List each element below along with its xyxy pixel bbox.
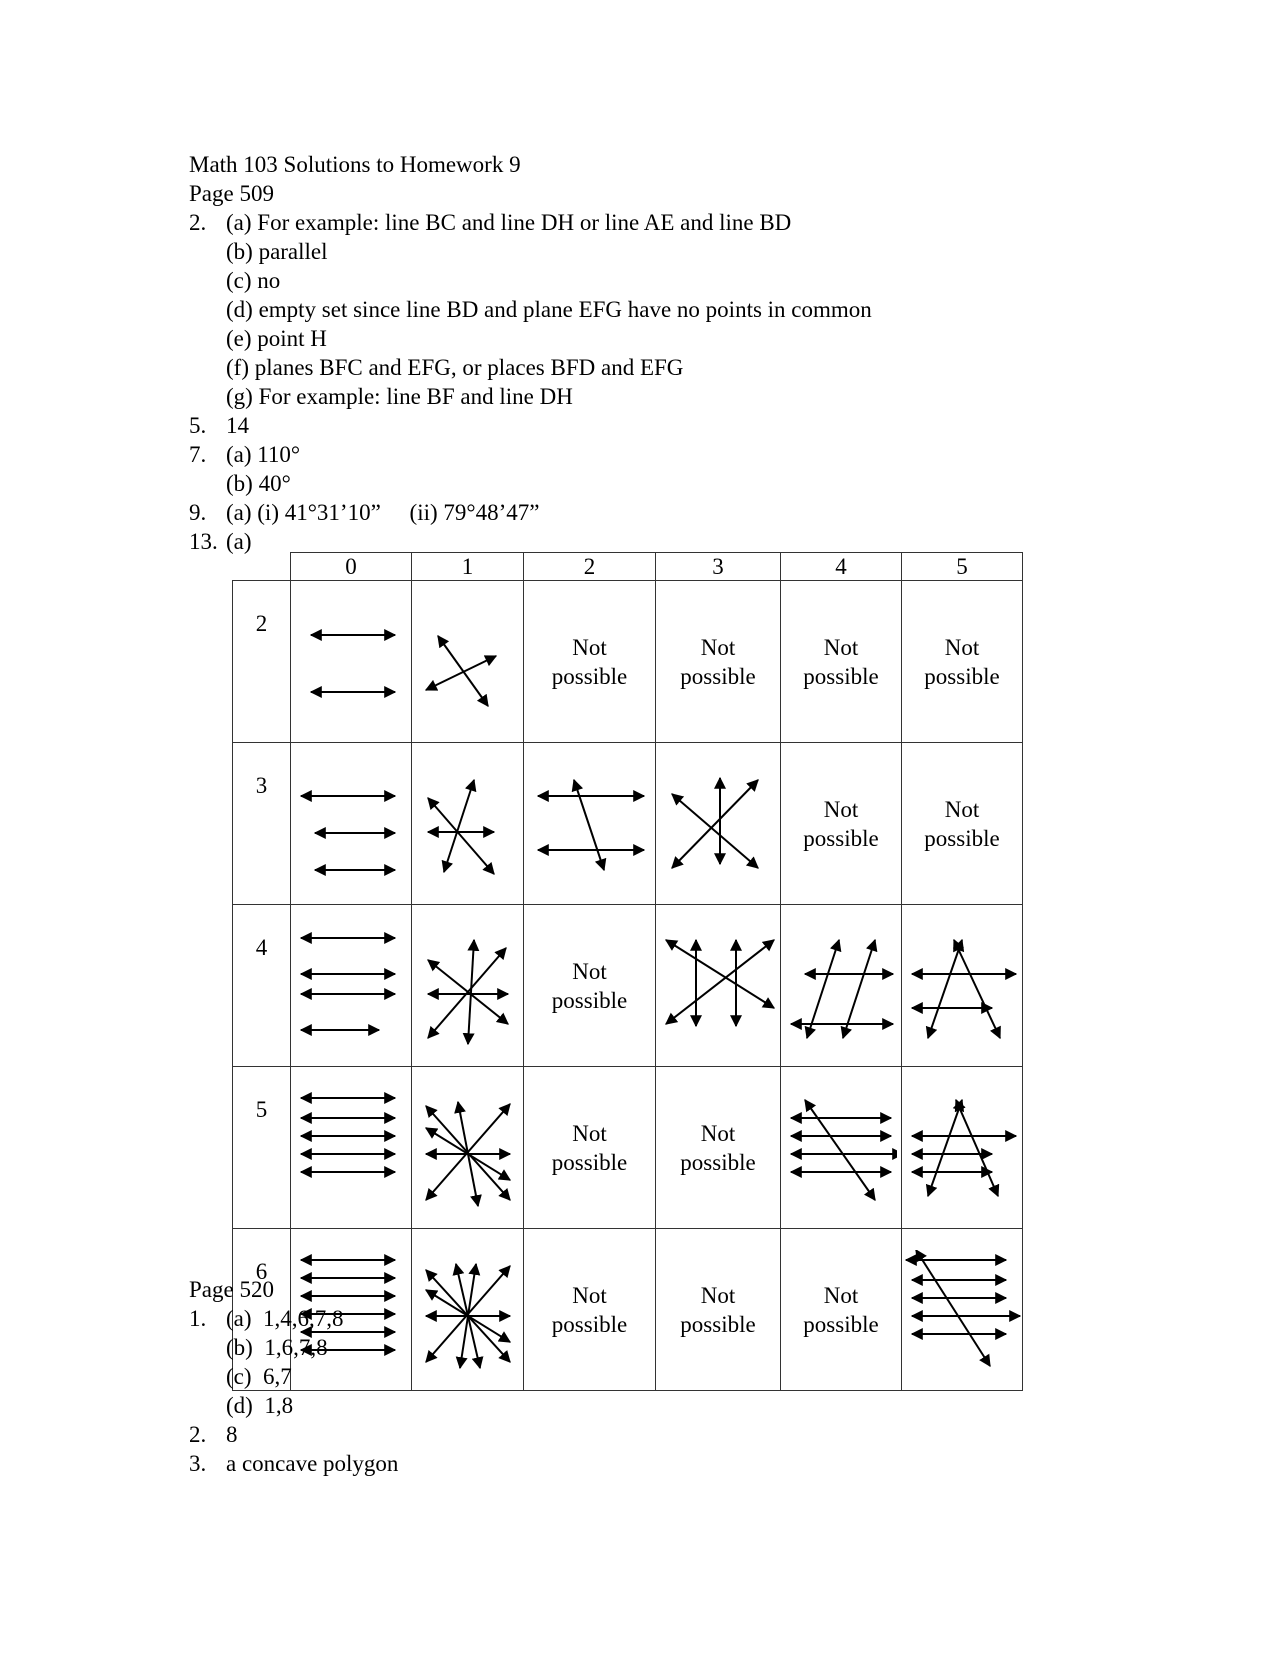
not-possible-cell — [902, 581, 1023, 743]
figure-cell — [412, 581, 524, 743]
answer-line: (c) 6,7 — [226, 1364, 292, 1389]
not-possible-text: possible — [551, 663, 628, 689]
table-corner — [233, 553, 291, 581]
not-possible-text: possible — [551, 1311, 628, 1337]
figure-cell — [781, 1067, 902, 1229]
not-possible-text: Not — [700, 1120, 736, 1146]
question-number: 3. — [189, 1451, 207, 1476]
not-possible-text: Not — [572, 958, 607, 984]
double-arrow-line — [956, 1100, 998, 1196]
six-concurrent-lines-figure — [416, 1250, 520, 1370]
figure-cell — [902, 1067, 1023, 1229]
not-possible-cell — [781, 1229, 902, 1391]
three-lines-three-points-figure — [662, 764, 774, 884]
page-heading-509: Page 509 — [189, 181, 274, 206]
figure-cell — [524, 743, 656, 905]
column-header: 4 — [781, 553, 902, 581]
double-arrow-line — [666, 940, 774, 1008]
answer-line: (a) 1,4,6,7,8 — [226, 1306, 344, 1331]
figure-cell — [291, 1067, 412, 1229]
row-header: 2 — [233, 581, 291, 743]
not-possible-cell — [902, 743, 1023, 905]
not-possible-text: possible — [680, 663, 756, 689]
column-header: 1 — [412, 553, 524, 581]
three-concurrent-lines-figure — [416, 764, 520, 884]
five-lines-four-points-figure — [785, 1088, 897, 1208]
figure-cell — [902, 1229, 1023, 1391]
figure-cell — [902, 905, 1023, 1067]
double-arrow-line — [444, 780, 474, 872]
not-possible-text: Not — [823, 634, 859, 660]
row-header: 3 — [233, 743, 291, 905]
two-intersecting-lines-figure — [416, 602, 520, 722]
not-possible-text: possible — [551, 987, 628, 1013]
figure-cell — [412, 743, 524, 905]
answer-line: (d) empty set since line BD and plane EFG have no points in common — [226, 297, 872, 322]
not-possible-text: possible — [803, 663, 879, 689]
transversal-lines-figure — [528, 764, 652, 884]
not-possible-text: Not — [700, 1282, 736, 1308]
three-parallel-lines-figure — [295, 764, 407, 884]
answer-line: (a) For example: line BC and line DH or line AE and line BD — [226, 210, 792, 235]
double-arrow-line — [574, 780, 604, 870]
not-possible-text: possible — [551, 1149, 628, 1175]
not-possible-text: Not — [823, 1282, 859, 1308]
double-arrow-line — [928, 1100, 962, 1196]
question-number: 7. — [189, 442, 207, 467]
answer-line: (b) 1,6,7,8 — [226, 1335, 328, 1360]
line-intersection-table — [232, 552, 1023, 1391]
not-possible-text: possible — [924, 825, 1000, 851]
not-possible-cell — [781, 581, 902, 743]
not-possible-text: Not — [572, 634, 607, 660]
answer-line: (a) — [226, 529, 252, 554]
two-parallel-lines-figure — [295, 602, 407, 722]
figure-cell — [656, 905, 781, 1067]
not-possible-text: Not — [944, 634, 980, 660]
not-possible-text: Not — [572, 1120, 607, 1146]
figure-cell — [412, 1229, 524, 1391]
double-arrow-line — [426, 656, 496, 690]
four-lines-five-points-figure — [902, 926, 1022, 1046]
answer-line: (b) parallel — [226, 239, 328, 264]
row-header: 6 — [233, 1229, 291, 1391]
document-title: Math 103 Solutions to Homework 9 — [189, 152, 521, 177]
question-number: 9. — [189, 500, 207, 525]
five-concurrent-lines-figure — [416, 1088, 520, 1208]
answer-line: 8 — [226, 1422, 238, 1447]
four-lines-four-points-figure — [785, 926, 897, 1046]
not-possible-cell — [656, 1229, 781, 1391]
four-concurrent-lines-figure — [416, 926, 520, 1046]
answer-line: (b) 40° — [226, 471, 291, 496]
not-possible-text: possible — [803, 1311, 879, 1337]
column-header: 0 — [291, 553, 412, 581]
answer-line: (e) point H — [226, 326, 327, 351]
four-parallel-lines-figure — [295, 926, 407, 1046]
question-number: 2. — [189, 210, 207, 235]
double-arrow-line — [672, 780, 758, 868]
figure-cell — [781, 905, 902, 1067]
figure-cell — [412, 1067, 524, 1229]
not-possible-cell — [656, 1067, 781, 1229]
double-arrow-line — [666, 940, 774, 1024]
question-number: 13. — [189, 529, 218, 554]
column-header: 2 — [524, 553, 656, 581]
not-possible-text: possible — [680, 1149, 756, 1175]
not-possible-text: possible — [803, 825, 879, 851]
double-arrow-line — [928, 940, 962, 1038]
answer-line: (d) 1,8 — [226, 1393, 294, 1418]
figure-cell — [291, 581, 412, 743]
answer-line: (c) no — [226, 268, 281, 293]
question-number: 2. — [189, 1422, 207, 1447]
not-possible-text: Not — [700, 634, 736, 660]
six-lines-five-points-figure — [902, 1250, 1022, 1370]
figure-cell — [412, 905, 524, 1067]
five-lines-five-points-figure — [902, 1088, 1022, 1208]
not-possible-cell — [781, 743, 902, 905]
not-possible-text: Not — [944, 796, 980, 822]
column-header: 5 — [902, 553, 1023, 581]
double-arrow-line — [916, 1250, 990, 1366]
answer-line: (a) 110° — [226, 442, 301, 467]
five-parallel-lines-figure — [295, 1088, 407, 1208]
page-heading-520: Page 520 — [189, 1277, 274, 1302]
not-possible-cell — [524, 1067, 656, 1229]
figure-cell — [291, 905, 412, 1067]
column-header: 3 — [656, 553, 781, 581]
answer-line: 14 — [226, 413, 249, 438]
figure-cell — [656, 743, 781, 905]
not-possible-cell — [524, 1229, 656, 1391]
row-header: 5 — [233, 1067, 291, 1229]
double-arrow-line — [428, 798, 494, 874]
figure-cell — [291, 743, 412, 905]
answer-line: a concave polygon — [226, 1451, 399, 1476]
four-lines-three-points-figure — [656, 926, 780, 1046]
double-arrow-line — [805, 1100, 875, 1200]
question-number: 5. — [189, 413, 207, 438]
not-possible-cell — [524, 905, 656, 1067]
double-arrow-line — [672, 794, 758, 868]
not-possible-text: Not — [572, 1282, 607, 1308]
not-possible-text: possible — [680, 1311, 756, 1337]
not-possible-cell — [656, 581, 781, 743]
answer-line: (f) planes BFC and EFG, or places BFD and EFG — [226, 355, 684, 380]
answer-line: (a) (i) 41°31’10” (ii) 79°48’47” — [226, 500, 540, 525]
answer-line: (g) For example: line BF and line DH — [226, 384, 573, 409]
question-number: 1. — [189, 1306, 207, 1331]
not-possible-cell — [524, 581, 656, 743]
not-possible-text: Not — [823, 796, 859, 822]
row-header: 4 — [233, 905, 291, 1067]
not-possible-text: possible — [924, 663, 1000, 689]
double-arrow-line — [954, 940, 1000, 1038]
